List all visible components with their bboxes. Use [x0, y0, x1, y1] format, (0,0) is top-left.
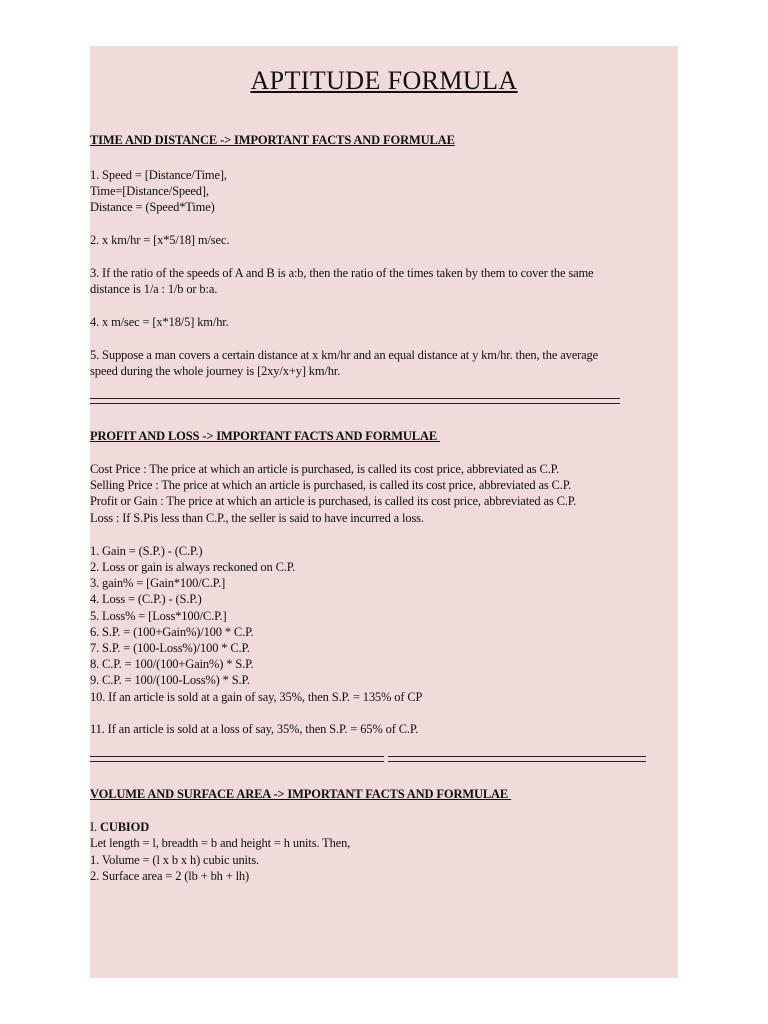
formula-line: 3. gain% = [Gain*100/C.P.]: [90, 576, 226, 590]
time-distance-line: Distance = (Speed*Time): [90, 200, 215, 214]
formula-line: 2. Loss or gain is always reckoned on C.P.: [90, 560, 296, 574]
time-distance-line: 2. x km/hr = [x*5/18] m/sec.: [90, 233, 230, 247]
page-title: APTITUDE FORMULA: [250, 66, 518, 95]
time-distance-line: 5. Suppose a man covers a certain distance at x km/hr and an equal distance at y km/hr. then, the average: [90, 348, 599, 362]
formula-line: 5. Loss% = [Loss*100/C.P.]: [90, 609, 227, 623]
section-divider: [90, 756, 384, 762]
formula-line: 7. S.P. = (100-Loss%)/100 * C.P.: [90, 641, 250, 655]
formula-line: 10. If an article is sold at a gain of say, 35%, then S.P. = 135% of CP: [90, 690, 423, 704]
definition-line: Selling Price : The price at which an article is purchased, is called its cost price, abbreviated as C.P.: [90, 478, 572, 492]
formula-line: 1. Gain = (S.P.) - (C.P.): [90, 544, 203, 558]
formula-line: 11. If an article is sold at a loss of say, 35%, then S.P. = 65% of C.P.: [90, 722, 419, 736]
section-divider: [388, 756, 646, 762]
cuboid-line: 1. Volume = (l x b x h) cubic units.: [90, 853, 259, 867]
definition-line: Loss : If S.Pis less than C.P., the seller is said to have incurred a loss.: [90, 511, 424, 525]
time-distance-line: speed during the whole journey is [2xy/x+y] km/hr.: [90, 364, 341, 378]
document-page: [90, 46, 678, 978]
time-distance-line: 3. If the ratio of the speeds of A and B is a:b, then the ratio of the times taken by them to cover the same: [90, 266, 594, 280]
time-distance-line: 1. Speed = [Distance/Time],: [90, 168, 227, 182]
formula-line: 9. C.P. = 100/(100-Loss%) * S.P.: [90, 673, 250, 687]
subsection-title: [90, 819, 149, 835]
formula-line: 6. S.P. = (100+Gain%)/100 * C.P.: [90, 625, 254, 639]
cuboid-line: 2. Surface area = 2 (lb + bh + lh): [90, 869, 250, 883]
time-distance-heading: TIME AND DISTANCE -> IMPORTANT FACTS AND FORMULAE: [90, 133, 455, 147]
volume-area-heading: VOLUME AND SURFACE AREA -> IMPORTANT FACTS AND FORMULAE: [90, 787, 512, 801]
definition-line: Profit or Gain : The price at which an article is purchased, is called its cost price, abbreviated as C.P.: [90, 494, 577, 508]
time-distance-line: distance is 1/a : 1/b or b:a.: [90, 282, 218, 296]
subsection-number: I.: [90, 820, 100, 834]
profit-loss-heading: PROFIT AND LOSS -> IMPORTANT FACTS AND FORMULAE: [90, 429, 440, 443]
time-distance-line: 4. x m/sec = [x*18/5] km/hr.: [90, 315, 229, 329]
cuboid-line: Let length = l, breadth = b and height = h units. Then,: [90, 836, 351, 850]
formula-line: 4. Loss = (C.P.) - (S.P.): [90, 592, 202, 606]
formula-line: 8. C.P. = 100/(100+Gain%) * S.P.: [90, 657, 254, 671]
section-divider: [90, 398, 620, 404]
definition-line: Cost Price : The price at which an article is purchased, is called its cost price, abbreviated as C.P.: [90, 462, 560, 476]
time-distance-line: Time=[Distance/Speed],: [90, 184, 209, 198]
subsection-label: CUBIOD: [99, 820, 150, 834]
